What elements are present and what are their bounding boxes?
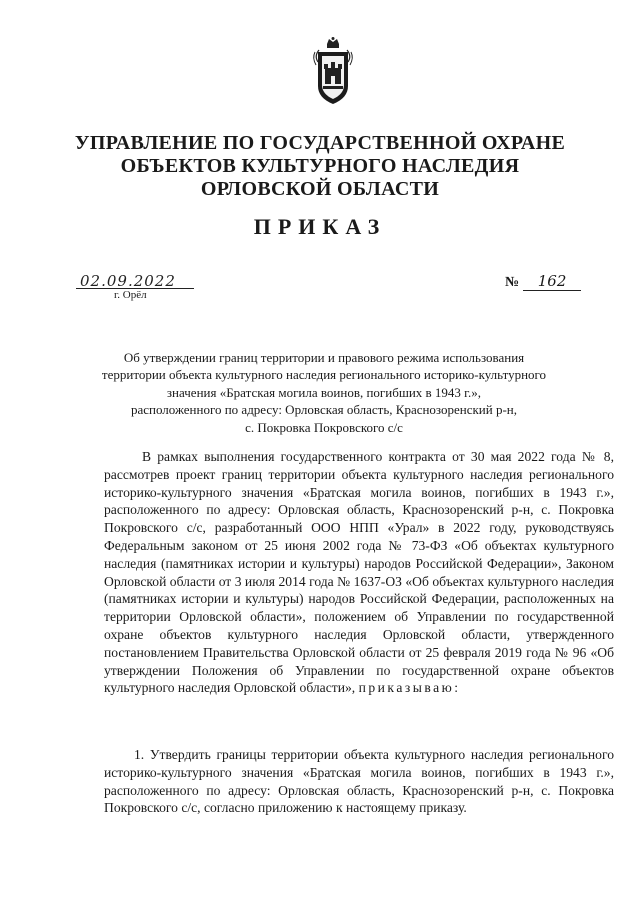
handwritten-document-number: 162	[523, 272, 581, 291]
coat-of-arms-emblem	[310, 36, 356, 108]
subject-line-4: расположенного по адресу: Орловская область, Краснозоренский р-н,	[130, 402, 518, 418]
agency-name	[60, 132, 580, 201]
number-sign: №	[505, 275, 520, 290]
agency-name-line-3: ОРЛОВСКОЙ ОБЛАСТИ	[200, 178, 440, 200]
document-number-block	[505, 272, 595, 291]
document-type-title: ПРИКАЗ	[253, 214, 387, 239]
city-label: г. Орёл	[114, 289, 147, 301]
preamble-paragraph	[104, 448, 614, 697]
agency-name-line-2: ОБЪЕКТОВ КУЛЬТУРНОГО НАСЛЕДИЯ	[120, 155, 520, 177]
handwritten-date: 02.09.2022	[80, 272, 176, 290]
subject-line-5: с. Покровка Покровского с/с	[245, 419, 403, 435]
date-block	[76, 272, 216, 301]
subject-line-2: территории объекта культурного наследия регионального историко-культурного	[101, 367, 547, 383]
order-subject	[100, 349, 548, 436]
prikaz-word: приказываю:	[358, 680, 461, 696]
subject-line-1: Об утверждении границ территории и правового режима использования	[123, 350, 525, 365]
preamble-text: В рамках выполнения государственного контракта от 30 мая 2022 года № 8, рассмотрев проект границ территории объекта культурного наследия регионального историко-культурного значения «Братская могила воинов, погибших в 1943 г.», расположенного по адресу: Орловская область, Краснозоренский р-н, с. Покровка Покровского с/с, разработанный ООО НПП «Урал» в 2022 году, руководствуясь Федеральным законом от 25 июня 2002 года № 73-ФЗ «Об объектах культурного наследия (памятниках истории и культуры) народов Российской Федерации», Законом Орловской области от 3 июля 2014 года № 1637-ОЗ «Об объектах культурного наследия (памятниках истории и культуры) народов Российской Федерации, расположенных на территории Орловской области», положением об Управлении по государственной охране объектов культурного наследия Орловской области, утвержденного постановлением Правительства Орловской области от 25 февраля 2019 года № 96 «Об утверждении Положения об Управлении по государственной охране объектов культурного наследия Орловской области»,	[104, 449, 614, 696]
subject-line-3: значения «Братская могила воинов, погибших в 1943 г.»,	[166, 384, 482, 400]
agency-name-line-1: УПРАВЛЕНИЕ ПО ГОСУДАРСТВЕННОЙ ОХРАНЕ	[74, 132, 566, 154]
order-item-1: 1. Утвердить границы территории объекта культурного наследия регионального историко-культурного значения «Братская могила воинов, погибших в 1943 г.», расположенного по адресу: Орловская область, Краснозоренский р-н, с. Покровка Покровского с/с, согласно приложению к настоящему приказу.	[104, 747, 614, 816]
